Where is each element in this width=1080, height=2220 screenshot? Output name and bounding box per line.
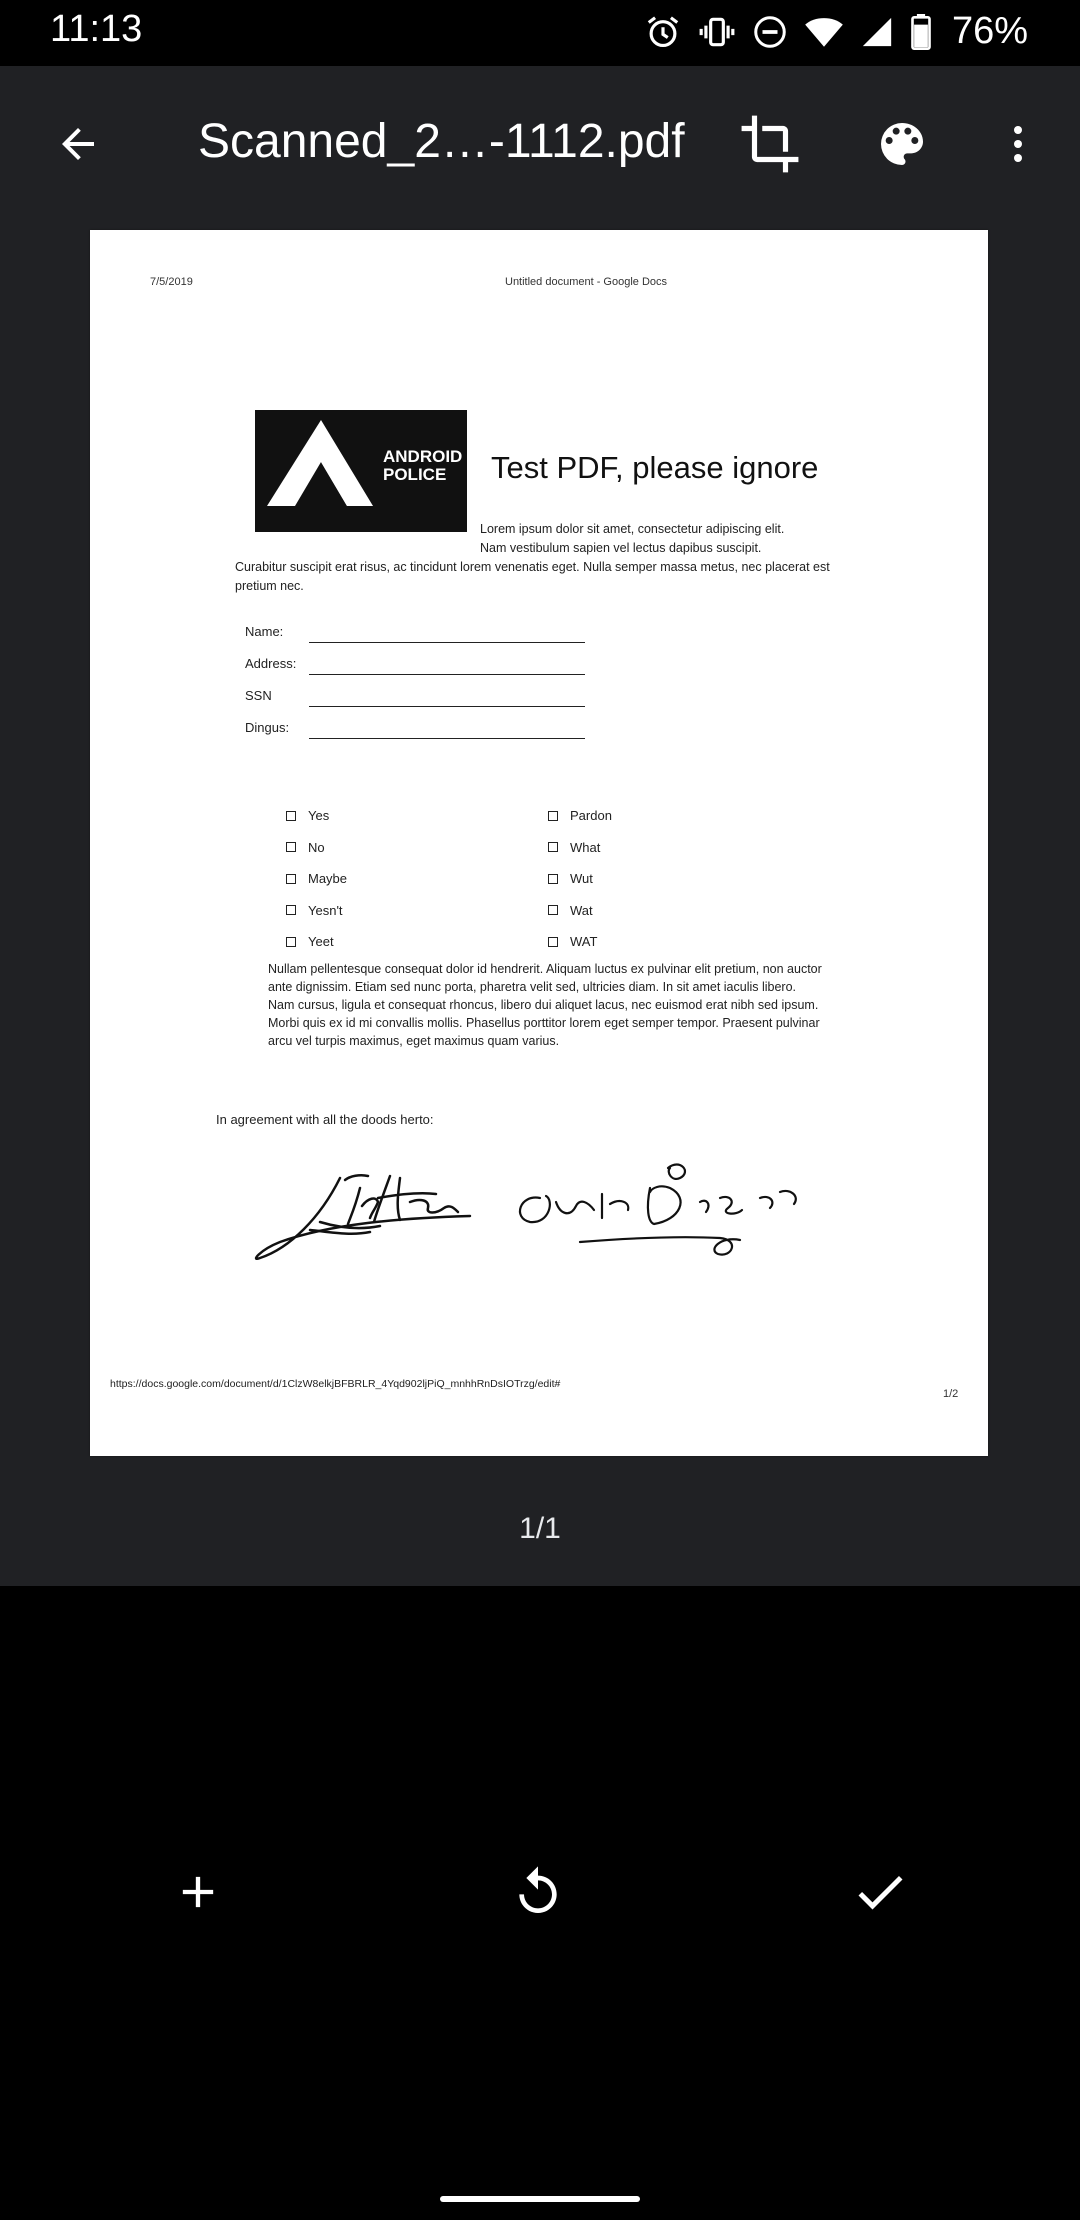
more-options-button[interactable] <box>980 106 1056 182</box>
page-indicator: 1/1 <box>519 1512 561 1545</box>
back-button[interactable] <box>40 106 116 182</box>
scan-preview-area <box>0 222 1080 1586</box>
document-title: Scanned_2…-1112.pdf <box>198 115 685 168</box>
signatures <box>250 1158 890 1283</box>
add-icon <box>172 1866 224 1918</box>
form-field-address: Address: <box>245 652 585 684</box>
rotate-icon <box>510 1864 566 1920</box>
crop-button[interactable] <box>732 106 808 182</box>
agreement-text: In agreement with all the doods herto: <box>216 1112 434 1127</box>
checkbox-item: Pardon <box>548 800 612 832</box>
checkbox-item: Wut <box>548 863 612 895</box>
palette-icon <box>874 116 930 172</box>
page-header-title: Untitled document - Google Docs <box>505 276 668 288</box>
form-fields <box>245 620 585 748</box>
vibrate-icon <box>698 13 736 51</box>
page-footer-number: 1/2 <box>943 1388 959 1400</box>
body-paragraph: Nullam pellentesque consequat dolor id hendrerit. Aliquam luctus ex pulvinar elit pretium, non auctor ante dignissim. Etiam sed nunc porta, pharetra velit sed, ultricies diam. In sit amet iaculis libero. Nam cursus, ligula et consequat rhoncus, libero dui aliquet lacus, nec euismod erat nibh sed ipsum. Morbi quis ex id mi convallis mollis. Phasellus porttitor lorem eget semper tempor. Praesent pulvinar arcu vel turpis maximus, eget maximus quam varius. <box>268 962 822 1048</box>
page-heading: Test PDF, please ignore <box>491 450 819 485</box>
checkbox-item: Yes <box>286 800 347 832</box>
more-vert-icon <box>994 120 1042 168</box>
form-field-ssn: SSN <box>245 684 585 716</box>
alarm-icon <box>644 13 682 51</box>
status-bar <box>0 0 1080 66</box>
do-not-disturb-icon <box>752 14 788 50</box>
done-button[interactable] <box>838 1850 922 1934</box>
gesture-nav-handle[interactable] <box>440 2196 640 2202</box>
form-field-dingus: Dingus: <box>245 716 585 748</box>
android-police-logo: ANDROID POLICE <box>255 410 467 532</box>
form-field-name: Name: <box>245 620 585 652</box>
checkbox-item: Yeet <box>286 926 347 958</box>
checkbox-item: Maybe <box>286 863 347 895</box>
signature-john-hancock <box>256 1175 470 1259</box>
crop-icon <box>739 113 801 175</box>
page-footer-url: https://docs.google.com/document/d/1ClzW8elkjBFBRLR_4Yqd902ljPiQ_mnhhRnDsIOTrzg/edit# <box>110 1378 561 1390</box>
intro-rest: Curabitur suscipit erat risus, ac tincidunt lorem venenatis eget. Nulla semper massa metus, nec placerat est pretium nec. <box>235 560 830 593</box>
page-date: 7/5/2019 <box>150 276 193 288</box>
back-arrow-icon <box>54 120 102 168</box>
app-toolbar <box>0 66 1080 222</box>
bottom-action-bar <box>0 1586 1080 2220</box>
battery-icon <box>910 14 932 50</box>
checkbox-item: Wat <box>548 895 612 927</box>
retake-button[interactable] <box>496 1850 580 1934</box>
intro-line-2: Nam vestibulum sapien vel lectus dapibus suscipit. <box>480 541 762 555</box>
add-page-button[interactable] <box>156 1850 240 1934</box>
checkbox-column-left <box>286 800 347 958</box>
color-filter-button[interactable] <box>864 106 940 182</box>
checkbox-item: Yesn't <box>286 895 347 927</box>
intro-text <box>235 520 847 596</box>
checkbox-item: No <box>286 832 347 864</box>
checkbox-item: WAT <box>548 926 612 958</box>
intro-line-1: Lorem ipsum dolor sit amet, consectetur adipiscing elit. <box>480 522 785 536</box>
battery-percentage: 76% <box>951 10 1028 52</box>
scanned-page[interactable] <box>90 230 988 1456</box>
wifi-icon <box>804 14 844 50</box>
signal-icon <box>860 15 894 49</box>
status-time: 11:13 <box>50 8 143 50</box>
checkbox-column-right <box>548 800 612 958</box>
checkbox-item: What <box>548 832 612 864</box>
check-icon <box>850 1862 910 1922</box>
signature-walt-disney <box>520 1165 796 1255</box>
status-icons <box>644 10 1028 53</box>
